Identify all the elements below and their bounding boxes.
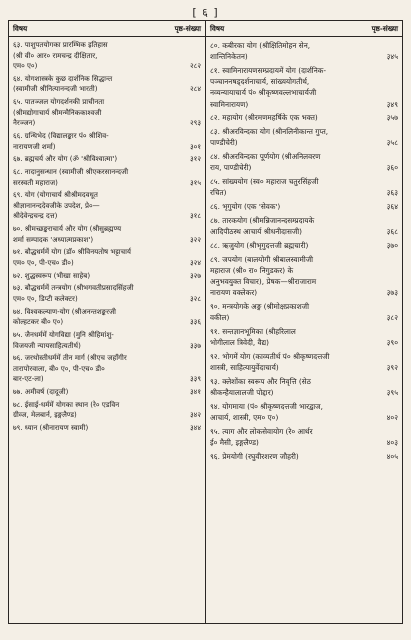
toc-entry — [208, 40, 400, 62]
entry-title: ६४. योगशास्त्रके कुछ दार्शनिक सिद्धान्त (स्वामीजी श्रीनित्यानन्दजी भारती) — [13, 73, 113, 94]
entry-page-number: ३५८ — [386, 138, 398, 148]
entry-page-number: ४०३ — [386, 438, 398, 448]
entry-page-number: ३६३ — [386, 188, 398, 198]
toc-entry — [208, 451, 400, 462]
toc-entry — [208, 351, 400, 373]
entry-title: ७३. बौद्धधर्ममें तन्त्रयोग (श्रीभगवतीप्रसादसिंहजी एम० ए०, डिप्टी कलेक्टर) — [13, 283, 134, 303]
entry-title: ७०. श्रीमच्छङ्कराचार्य और योग (श्रीसुब्रह्मण्य शर्मा सम्पादक 'अध्यात्मप्रकाश') — [13, 224, 122, 244]
toc-entry — [11, 40, 203, 72]
entry-title: ८६. भृगुयोग (एक 'सेवक') — [210, 202, 281, 212]
toc-entry — [11, 387, 203, 398]
entry-page-number: ३३६ — [190, 317, 201, 327]
entry-page-number: ३७३ — [386, 288, 398, 298]
entry-page-number: ३७० — [386, 241, 398, 250]
entry-page-number: ३१५ — [190, 177, 201, 187]
entry-page-number: ३१२ — [190, 154, 201, 164]
toc-entry — [11, 247, 203, 268]
entry-title: ९५. त्याग और लोकसेवायोग (रे० आर्थर ई० मैसी, इङ्गलैण्ड) — [210, 427, 313, 448]
entry-title: ९६. प्रेमयोगी (रघुवीरशरण जौहरी) — [210, 452, 299, 462]
entry-page-number: ३५७ — [386, 113, 398, 123]
entry-title: ७१. बौद्धधर्ममें योग (डॉ० श्रीविनयतोष भट्टाचार्य एम० ए०, पी-एच० डी०) — [13, 247, 131, 268]
subject-heading: विषय — [13, 23, 28, 33]
entry-page-number: २८२ — [190, 61, 201, 71]
entry-page-number: ३१८ — [190, 211, 201, 221]
toc-entry — [208, 65, 400, 110]
entry-title: ६९. योग (योगाचार्य श्रीश्रीमदवधूत श्रीज्ञानानन्ददेवजीके उपदेश, प्रे०— श्रीदेवेन्द्रचन्द्र दत्त) — [13, 190, 100, 221]
entry-page-number: ३४१ — [190, 387, 201, 397]
toc-entry — [11, 224, 203, 245]
entry-page-number: ३३७ — [190, 340, 201, 350]
entry-title: ७४. विश्वकल्याण-योग (श्रीअनन्तशङ्करजी कोल्हटकर बी० ए०) — [13, 306, 117, 327]
toc-entry — [208, 201, 400, 212]
toc-entry — [208, 215, 400, 237]
toc-entry — [11, 97, 203, 129]
subject-heading: विषय — [210, 23, 225, 33]
toc-entry — [11, 190, 203, 222]
entry-page-number: ३२८ — [190, 294, 201, 303]
toc-entry — [208, 301, 400, 323]
entries-right — [206, 37, 402, 623]
entry-title: ७२. शुद्धस्वरूप (भीखा साहेब) — [13, 270, 91, 280]
toc-entry — [208, 401, 400, 423]
entry-title: ८७. तारकयोग (श्रीमन्निजानन्दसम्प्रदायके आदिपीठस्थ आचार्य श्रीधनीदासजी) — [210, 216, 315, 237]
entry-title: ६३. पाशुपतयोगका प्रारम्भिक इतिहास (श्री वी० आर० रामचन्द्र दीक्षितार, एम० ए०) — [13, 40, 108, 71]
entry-page-number: ३९० — [386, 338, 398, 348]
toc-entry — [208, 126, 400, 148]
toc-entry — [11, 167, 203, 188]
entry-title: ८५. सांख्ययोग (स्व० महाराज चतुरसिंहजी रचित) — [210, 177, 319, 198]
entry-page-number: २९३ — [190, 118, 201, 128]
toc-entry — [11, 154, 203, 165]
entry-page-number: ४०५ — [386, 452, 398, 462]
toc-entry — [208, 326, 400, 348]
entry-title: ७८. ईसाई-धर्ममें योगका स्थान (रे० एडविन ग्रीव्ज, मेलबार्न, इङ्गलैण्ड) — [13, 399, 120, 420]
entry-title: ७७. अमीवर्ष (दादूजी) — [13, 387, 69, 397]
entry-page-number: ३२७ — [190, 270, 201, 280]
pages-heading: पृष्ठ-संख्या — [174, 23, 201, 33]
toc-entry — [11, 271, 203, 282]
table-of-contents — [8, 20, 403, 624]
entry-page-number: ३४२ — [190, 410, 201, 420]
entry-page-number: ३६० — [386, 163, 398, 173]
toc-entry — [208, 254, 400, 299]
entry-title: ८२. महायोग (श्रीरमणमहर्षिके एक भक्त) — [210, 113, 318, 123]
entry-title: ६६. ग्रन्थिभेद (विद्यालङ्कार पं० श्रीशिव- नारायणजी शर्मा) — [13, 131, 109, 151]
entry-page-number: ३०१ — [190, 141, 201, 151]
entry-title: ७९. ध्यान (श्रीनारायण स्वामी) — [13, 423, 89, 433]
entry-page-number: ३६८ — [386, 227, 398, 237]
toc-entry — [208, 176, 400, 198]
toc-entry — [11, 400, 203, 421]
entry-title: ८९. जपयोग (बालयोगी श्रीबालस्वामीजी महाराज (श्री० रा० निगुडकर) के अनुभवयुक्त विचार), प्रेषक—श्रीराजाराम नारायण वक्लेकर) — [210, 254, 317, 298]
entry-title: ९०. मन्त्रयोगके अङ्ग (श्रीमोक्षप्रकाशजी वकील) — [210, 302, 309, 323]
pages-heading: पृष्ठ-संख्या — [371, 23, 398, 33]
entry-page-number: ३४९ — [386, 99, 398, 109]
entry-page-number: ४०२ — [386, 413, 398, 423]
toc-entry — [208, 112, 400, 123]
entry-title: ८४. श्रीअरविन्दका पूर्णयोग (श्रीअनिलवरण राय, पाण्डीचेरी) — [210, 152, 321, 173]
entry-page-number: ३४५ — [386, 52, 398, 62]
column-header-right — [206, 21, 402, 37]
entry-page-number: ३९५ — [386, 388, 398, 398]
toc-entry — [11, 330, 203, 351]
entry-title: ८०. कबीरका योग (श्रीक्षितिमोहन सेन, शान्तिनिकेतन) — [210, 41, 311, 62]
toc-entry — [11, 283, 203, 304]
entry-title: ९२. भोगमें योग (काव्यतीर्थ पं० श्रीकृष्णदत्तजी शास्त्री, साहित्यायुर्वेदाचार्य) — [210, 352, 330, 373]
toc-entry — [208, 426, 400, 448]
toc-entry — [11, 353, 203, 385]
page-number: [ ६ ] — [192, 6, 219, 19]
entry-title: ६७. ब्रह्मचर्य और योग (ॐ 'श्रीविश्वात्मा') — [13, 154, 118, 164]
toc-column-right — [206, 21, 402, 623]
entry-title: ६५. पातञ्जल योगदर्शनकी प्राचीनता (श्रीमद्योगाचार्य श्रीमन्मैनिककाश्वजी नैरञ्जन) — [13, 97, 105, 128]
entries-left — [9, 37, 205, 623]
toc-entry — [208, 240, 400, 251]
column-header-left — [9, 21, 205, 37]
toc-entry — [11, 131, 203, 152]
entry-page-number: ३२२ — [190, 234, 201, 244]
toc-entry — [208, 376, 400, 398]
entry-title: ९४. योगमाया (पं० श्रीकृष्णदत्तजी भारद्वाज, आचार्य, शास्त्री, एम० ए०) — [210, 402, 323, 423]
entry-title: ८१. स्वामिनारायणसम्प्रदायमें योग (दार्शनिक- पञ्चाननषड्दर्शनाचार्य, सांख्ययोगतीर्थ, नव्यन्यायाचार्य पं० श्रीकृष्णवल्लभाचार्यजी स्वामिनारायण) — [210, 66, 326, 109]
entry-title: ६८. नादानुसन्धान (स्वामीजी श्रीएकरसानन्दजी सरस्वती महाराज) — [13, 167, 129, 187]
entry-title: ८३. श्रीअरविन्दका योग (श्रीनलिनीकान्त गुप्त, पाण्डीचेरी) — [210, 127, 329, 148]
entry-page-number: २८४ — [190, 84, 201, 94]
entry-page-number: ३४४ — [190, 423, 201, 433]
toc-entry — [11, 423, 203, 434]
toc-entry — [208, 151, 400, 173]
entry-title: ७५. जैनधर्ममें योगविद्या (मुनि श्रीहिमांशु- विजयजी न्यायसाहित्यतीर्थ) — [13, 329, 114, 350]
entry-page-number: ३३९ — [190, 374, 201, 384]
entry-title: ९३. क्लेशोंका स्वरूप और निवृत्ति (सेठ श्रीकन्हैयालालजी पोद्दार) — [210, 377, 311, 398]
toc-entry — [11, 74, 203, 95]
toc-column-left — [9, 21, 206, 623]
entry-title: ८८. ऋजुयोग (श्रीभृगुदत्तजी ब्रह्मचारी) — [210, 241, 309, 250]
entry-title: ९१. सन्तज्ञानभूमिका (श्रीहरिलाल भोगीलाल त्रिवेदी, वैद्य) — [210, 327, 296, 348]
entry-page-number: ३८२ — [386, 313, 398, 323]
entry-page-number: ३२४ — [190, 258, 201, 268]
entry-page-number: ३६४ — [386, 202, 398, 212]
entry-page-number: ३९२ — [386, 363, 398, 373]
toc-entry — [11, 307, 203, 328]
entry-title: ७६. जरथोस्तीधर्ममें तीन मार्ग (श्रीएच जहाँगीर तारापोरवाला, बी० ए०, पी-एच० डी० बार-एट-ला) — [13, 353, 127, 384]
